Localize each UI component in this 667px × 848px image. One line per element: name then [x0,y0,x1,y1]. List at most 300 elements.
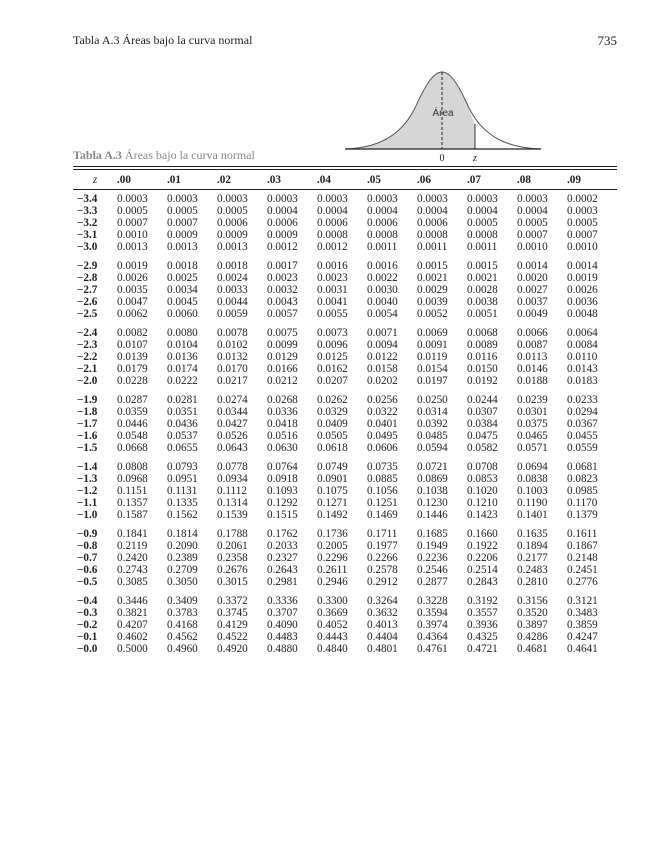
area-value: 0.0594 [417,442,448,454]
z-value: −3.1 [77,229,98,241]
area-value: 0.0630 [267,442,298,454]
area-value: 0.0823 [567,473,598,485]
area-value: 0.1515 [267,509,298,521]
area-value: 0.1539 [217,509,248,521]
area-value: 0.0901 [317,473,348,485]
area-value: 0.1271 [317,497,348,509]
area-value: 0.4207 [117,619,148,631]
table-caption [73,148,255,163]
area-value: 0.0708 [467,461,498,473]
table-row [73,564,617,576]
area-value: 0.0037 [517,296,548,308]
z-value: −0.5 [77,576,98,588]
area-value: 0.0011 [367,241,398,253]
area-value: 0.1112 [217,485,247,497]
area-value: 0.2514 [467,564,498,576]
table-row [73,485,617,497]
area-value: 0.4325 [467,631,498,643]
z-value: −0.7 [77,552,98,564]
area-value: 0.0003 [317,193,348,205]
area-value: 0.0262 [317,394,348,406]
area-value: 0.1292 [267,497,298,509]
table-row [73,497,617,509]
group-spacer [73,320,617,327]
area-value: 0.0016 [367,260,398,272]
column-header: .06 [417,171,467,190]
area-value: 0.4090 [267,619,298,631]
area-value: 0.0021 [417,272,448,284]
area-value: 0.0057 [267,308,298,320]
z-table [73,171,617,655]
area-value: 0.0668 [117,442,148,454]
z-value: −2.7 [77,284,98,296]
area-value: 0.0006 [417,217,448,229]
z-label: z [473,153,477,164]
area-value: 0.1190 [517,497,548,509]
area-value: 0.0006 [317,217,348,229]
area-value: 0.1949 [417,540,448,552]
z-value: −1.7 [77,418,98,430]
area-value: 0.1210 [467,497,498,509]
area-value: 0.0006 [367,217,398,229]
area-value: 0.0217 [217,375,248,387]
area-value: 0.0158 [367,363,398,375]
area-value: 0.0212 [267,375,298,387]
area-value: 0.2389 [167,552,198,564]
area-value: 0.4721 [467,643,498,655]
area-value: 0.0314 [417,406,448,418]
area-value: 0.0069 [417,327,448,339]
table-row [73,430,617,442]
area-value: 0.3936 [467,619,498,631]
area-value: 0.0011 [417,241,448,253]
area-value: 0.0026 [117,272,148,284]
area-value: 0.4880 [267,643,298,655]
normal-curve-figure [345,68,545,164]
table-top-rule-inner [73,169,617,170]
area-value: 0.4443 [317,631,348,643]
area-value: 0.0764 [267,461,298,473]
table-row [73,363,617,375]
z-value: −1.9 [77,394,98,406]
area-value: 0.4522 [217,631,248,643]
area-value: 0.0010 [117,229,148,241]
area-value: 0.3300 [317,595,348,607]
z-value: −3.4 [77,193,98,205]
table-row [73,327,617,339]
area-value: 0.0250 [417,394,448,406]
area-value: 0.1660 [467,528,498,540]
shaded-area [345,72,475,149]
area-value: 0.0003 [267,193,298,205]
area-label: Área [432,108,454,119]
area-value: 0.0094 [367,339,398,351]
area-value: 0.0548 [117,430,148,442]
table-row [73,576,617,588]
area-value: 0.4681 [517,643,548,655]
area-value: 0.2946 [317,576,348,588]
area-value: 0.2981 [267,576,298,588]
area-value: 0.0003 [117,193,148,205]
running-head [73,33,617,49]
table-row [73,284,617,296]
area-value: 0.0011 [467,241,498,253]
area-value: 0.0004 [267,205,298,217]
area-value: 0.0409 [317,418,348,430]
area-value: 0.4960 [167,643,198,655]
z-value: −1.5 [77,442,98,454]
area-value: 0.0040 [367,296,398,308]
area-value: 0.0023 [267,272,298,284]
area-value: 0.1685 [417,528,448,540]
area-value: 0.0694 [517,461,548,473]
area-value: 0.0136 [167,351,198,363]
area-value: 0.0222 [167,375,198,387]
area-value: 0.1867 [567,540,598,552]
table-row [73,394,617,406]
area-value: 0.0122 [367,351,398,363]
area-value: 0.4129 [217,619,248,631]
area-value: 0.0091 [417,339,448,351]
area-value: 0.0146 [517,363,548,375]
column-header: .02 [217,171,267,190]
area-value: 0.0010 [567,241,598,253]
area-value: 0.0009 [167,229,198,241]
area-value: 0.0606 [367,442,398,454]
area-value: 0.3192 [467,595,498,607]
zero-label: 0 [439,153,445,164]
area-value: 0.0006 [217,217,248,229]
area-value: 0.0129 [267,351,298,363]
table-row [73,308,617,320]
area-value: 0.1736 [317,528,348,540]
area-value: 0.4562 [167,631,198,643]
z-value: −0.2 [77,619,98,631]
area-value: 0.0853 [467,473,498,485]
area-value: 0.0655 [167,442,198,454]
area-value: 0.3974 [417,619,448,631]
area-value: 0.0125 [317,351,348,363]
area-value: 0.2843 [467,576,498,588]
area-value: 0.0465 [517,430,548,442]
z-value: −1.3 [77,473,98,485]
area-value: 0.0192 [467,375,498,387]
table-row [73,607,617,619]
area-value: 0.3632 [367,607,398,619]
area-value: 0.0015 [417,260,448,272]
area-value: 0.3336 [267,595,298,607]
area-value: 0.0078 [217,327,248,339]
area-value: 0.2578 [367,564,398,576]
area-value: 0.0029 [417,284,448,296]
area-value: 0.1977 [367,540,398,552]
area-value: 0.0054 [367,308,398,320]
area-value: 0.4602 [117,631,148,643]
area-value: 0.1762 [267,528,298,540]
table-row [73,260,617,272]
z-value: −1.0 [77,509,98,521]
table-row [73,473,617,485]
area-value: 0.0020 [517,272,548,284]
area-value: 0.1151 [117,485,148,497]
area-value: 0.2483 [517,564,548,576]
z-value: −2.3 [77,339,98,351]
area-value: 0.3409 [167,595,198,607]
area-value: 0.0059 [217,308,248,320]
column-header: .00 [117,171,167,190]
area-value: 0.1170 [567,497,598,509]
table-row [73,217,617,229]
area-value: 0.0455 [567,430,598,442]
area-value: 0.0721 [417,461,448,473]
area-value: 0.0436 [167,418,198,430]
table-top-rule [73,166,617,167]
area-value: 0.0197 [417,375,448,387]
area-value: 0.1093 [267,485,298,497]
area-value: 0.3897 [517,619,548,631]
area-value: 0.0014 [517,260,548,272]
area-value: 0.0233 [567,394,598,406]
area-value: 0.2177 [517,552,548,564]
area-value: 0.2743 [117,564,148,576]
area-value: 0.0446 [117,418,148,430]
area-value: 0.3156 [517,595,548,607]
area-value: 0.4052 [317,619,348,631]
area-value: 0.0084 [567,339,598,351]
area-value: 0.0009 [267,229,298,241]
table-row [73,552,617,564]
area-value: 0.2236 [417,552,448,564]
area-value: 0.0004 [467,205,498,217]
area-value: 0.3745 [217,607,248,619]
area-value: 0.0034 [167,284,198,296]
area-value: 0.0139 [117,351,148,363]
area-value: 0.3483 [567,607,598,619]
area-value: 0.0049 [517,308,548,320]
area-value: 0.0375 [517,418,548,430]
area-value: 0.3707 [267,607,298,619]
area-value: 0.4247 [567,631,598,643]
area-value: 0.0003 [417,193,448,205]
area-value: 0.0294 [567,406,598,418]
area-value: 0.0004 [317,205,348,217]
area-value: 0.0951 [167,473,198,485]
area-value: 0.0082 [117,327,148,339]
area-value: 0.0559 [567,442,598,454]
area-value: 0.0060 [167,308,198,320]
column-header: .07 [467,171,517,190]
area-value: 0.0427 [217,418,248,430]
area-value: 0.0505 [317,430,348,442]
area-value: 0.0985 [567,485,598,497]
area-value: 0.0239 [517,394,548,406]
area-value: 0.0015 [467,260,498,272]
area-value: 0.1841 [117,528,148,540]
area-value: 0.0256 [367,394,398,406]
area-value: 0.0021 [467,272,498,284]
area-value: 0.0681 [567,461,598,473]
area-value: 0.0392 [417,418,448,430]
z-value: −0.8 [77,540,98,552]
area-value: 0.0004 [367,205,398,217]
area-value: 0.1314 [217,497,248,509]
area-value: 0.0351 [167,406,198,418]
area-value: 0.1075 [317,485,348,497]
area-value: 0.0005 [517,217,548,229]
area-value: 0.0143 [567,363,598,375]
z-value: −0.1 [77,631,98,643]
area-value: 0.0643 [217,442,248,454]
area-value: 0.0026 [567,284,598,296]
area-value: 0.0778 [217,461,248,473]
area-value: 0.3372 [217,595,248,607]
area-value: 0.1056 [367,485,398,497]
area-value: 0.0041 [317,296,348,308]
area-value: 0.0087 [517,339,548,351]
area-value: 0.3446 [117,595,148,607]
area-value: 0.1635 [517,528,548,540]
area-value: 0.2676 [217,564,248,576]
area-value: 0.0007 [167,217,198,229]
area-value: 0.3520 [517,607,548,619]
area-value: 0.4364 [417,631,448,643]
area-value: 0.0329 [317,406,348,418]
area-value: 0.2776 [567,576,598,588]
z-value: −3.2 [77,217,98,229]
column-header: .08 [517,171,567,190]
area-value: 0.0051 [467,308,498,320]
area-value: 0.0043 [267,296,298,308]
column-header: .01 [167,171,217,190]
group-spacer [73,253,617,260]
area-value: 0.0003 [167,193,198,205]
area-value: 0.0274 [217,394,248,406]
area-value: 0.0571 [517,442,548,454]
area-value: 0.3783 [167,607,198,619]
area-value: 0.0384 [467,418,498,430]
area-value: 0.2709 [167,564,198,576]
area-value: 0.0033 [217,284,248,296]
area-value: 0.0116 [467,351,498,363]
area-value: 0.0154 [417,363,448,375]
area-value: 0.0019 [117,260,148,272]
table-row [73,540,617,552]
area-value: 0.4404 [367,631,398,643]
group-spacer [73,521,617,528]
table-row [73,643,617,655]
area-value: 0.0014 [567,260,598,272]
area-value: 0.0039 [417,296,448,308]
column-header: .05 [367,171,417,190]
z-value: −1.4 [77,461,98,473]
table-row [73,631,617,643]
table-row [73,193,617,205]
area-value: 0.1492 [317,509,348,521]
area-value: 0.0036 [567,296,598,308]
area-value: 0.1379 [567,509,598,521]
z-value: −0.4 [77,595,98,607]
area-value: 0.0495 [367,430,398,442]
area-value: 0.0005 [467,217,498,229]
area-value: 0.0035 [117,284,148,296]
z-column-header: z [73,171,117,190]
area-value: 0.0749 [317,461,348,473]
area-value: 0.1335 [167,497,198,509]
column-header: .03 [267,171,317,190]
area-value: 0.0934 [217,473,248,485]
area-value: 0.0007 [117,217,148,229]
area-value: 0.2546 [417,564,448,576]
area-value: 0.0008 [367,229,398,241]
area-value: 0.0010 [517,241,548,253]
table-row [73,241,617,253]
area-value: 0.0838 [517,473,548,485]
area-value: 0.0008 [317,229,348,241]
area-value: 0.0012 [267,241,298,253]
area-value: 0.0003 [567,205,598,217]
area-value: 0.2912 [367,576,398,588]
table-row [73,528,617,540]
z-value: −2.1 [77,363,98,375]
area-value: 0.0013 [217,241,248,253]
caption-text: Áreas bajo la curva normal [124,148,255,162]
area-value: 0.0025 [167,272,198,284]
area-value: 0.0401 [367,418,398,430]
table-row [73,509,617,521]
area-value: 0.0022 [367,272,398,284]
area-value: 0.0044 [217,296,248,308]
area-value: 0.0008 [417,229,448,241]
z-value: −2.4 [77,327,98,339]
area-value: 0.0485 [417,430,448,442]
area-value: 0.0188 [517,375,548,387]
area-value: 0.0013 [167,241,198,253]
area-value: 0.3015 [217,576,248,588]
area-value: 0.3228 [417,595,448,607]
area-value: 0.1894 [517,540,548,552]
area-value: 0.0045 [167,296,198,308]
table-row [73,406,617,418]
area-value: 0.2643 [267,564,298,576]
z-value: −0.9 [77,528,98,540]
area-value: 0.0024 [217,272,248,284]
area-value: 0.0006 [267,217,298,229]
area-value: 0.1423 [467,509,498,521]
area-value: 0.0281 [167,394,198,406]
area-value: 0.2451 [567,564,598,576]
area-value: 0.1446 [417,509,448,521]
area-value: 0.0032 [267,284,298,296]
area-value: 0.2206 [467,552,498,564]
area-value: 0.0322 [367,406,398,418]
area-value: 0.0018 [167,260,198,272]
area-value: 0.0019 [567,272,598,284]
area-value: 0.1788 [217,528,248,540]
area-value: 0.0132 [217,351,248,363]
area-value: 0.0287 [117,394,148,406]
z-value: −2.6 [77,296,98,308]
area-value: 0.4013 [367,619,398,631]
area-value: 0.0336 [267,406,298,418]
area-value: 0.0202 [367,375,398,387]
area-value: 0.2358 [217,552,248,564]
area-value: 0.0537 [167,430,198,442]
area-value: 0.0003 [217,193,248,205]
area-value: 0.0028 [467,284,498,296]
area-value: 0.0005 [217,205,248,217]
area-value: 0.0166 [267,363,298,375]
table-row [73,595,617,607]
